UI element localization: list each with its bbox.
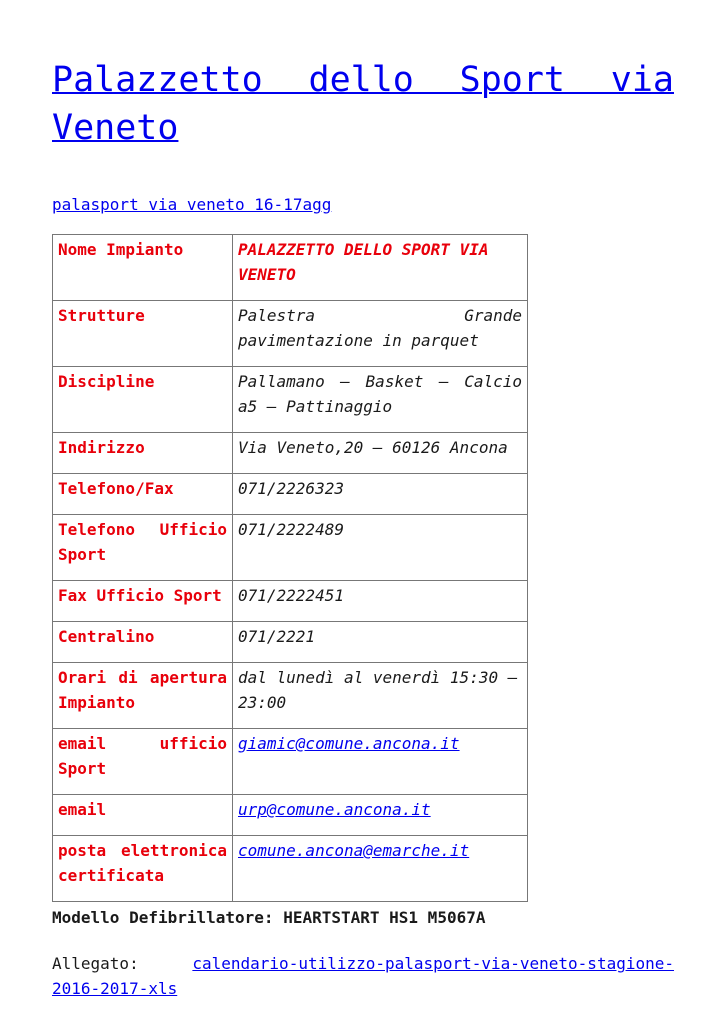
row-value-pec — [233, 836, 528, 902]
table-row — [53, 235, 528, 301]
row-label-telefono-ufficio-sport: Telefono Ufficio Sport — [53, 515, 233, 581]
row-label-telefono-fax: Telefono/Fax — [53, 474, 233, 515]
table-row — [53, 622, 528, 663]
row-label-orari: Orari di apertura Impianto — [53, 663, 233, 729]
attachment-label: Allegato: — [52, 954, 139, 973]
table-row — [53, 515, 528, 581]
table-row — [53, 729, 528, 795]
row-value-indirizzo: Via Veneto,20 – 60126 Ancona — [233, 433, 528, 474]
row-value-email-ufficio-sport — [233, 729, 528, 795]
table-row — [53, 474, 528, 515]
row-value-fax-ufficio-sport: 071/2222451 — [233, 581, 528, 622]
facility-info-table — [52, 234, 528, 902]
row-label-strutture: Strutture — [53, 301, 233, 367]
table-row — [53, 795, 528, 836]
page-title — [52, 56, 674, 152]
table-row — [53, 433, 528, 474]
email-urp-link[interactable]: urp@comune.ancona.it — [238, 800, 431, 819]
table-row — [53, 581, 528, 622]
table-row — [53, 367, 528, 433]
palasport-file-link[interactable]: palasport via veneto 16-17agg — [52, 195, 332, 214]
row-value-nome-impianto: PALAZZETTO DELLO SPORT VIA VENETO — [233, 235, 528, 301]
row-value-orari: dal lunedì al venerdì 15:30 – 23:00 — [233, 663, 528, 729]
email-ufficio-sport-link[interactable]: giamic@comune.ancona.it — [238, 734, 460, 753]
attachment-line — [52, 951, 674, 1001]
attachment-file-link[interactable]: calendario-utilizzo-palasport-via-veneto-stagione-2016-2017-xls — [52, 954, 674, 998]
defibrillator-model: Modello Defibrillatore: HEARTSTART HS1 M5067A — [52, 908, 486, 927]
document-page — [52, 56, 674, 1001]
row-label-pec: posta elettronica certificata — [53, 836, 233, 902]
row-value-telefono-ufficio-sport: 071/2222489 — [233, 515, 528, 581]
title-link[interactable]: Palazzetto dello Sport via Veneto — [52, 60, 674, 148]
row-label-email-ufficio-sport: email ufficio Sport — [53, 729, 233, 795]
row-label-email: email — [53, 795, 233, 836]
table-row — [53, 301, 528, 367]
table-row — [53, 663, 528, 729]
row-value-telefono-fax: 071/2226323 — [233, 474, 528, 515]
row-label-indirizzo: Indirizzo — [53, 433, 233, 474]
row-label-discipline: Discipline — [53, 367, 233, 433]
row-value-email — [233, 795, 528, 836]
row-label-nome-impianto: Nome Impianto — [53, 235, 233, 301]
row-label-centralino: Centralino — [53, 622, 233, 663]
row-label-fax-ufficio-sport: Fax Ufficio Sport — [53, 581, 233, 622]
pec-email-link[interactable]: comune.ancona@emarche.it — [238, 841, 470, 860]
table-row — [53, 836, 528, 902]
row-value-discipline: Pallamano – Basket – Calcio a5 – Pattinaggio — [233, 367, 528, 433]
row-value-centralino: 071/2221 — [233, 622, 528, 663]
row-value-strutture: Palestra Grande pavimentazione in parquet — [233, 301, 528, 367]
